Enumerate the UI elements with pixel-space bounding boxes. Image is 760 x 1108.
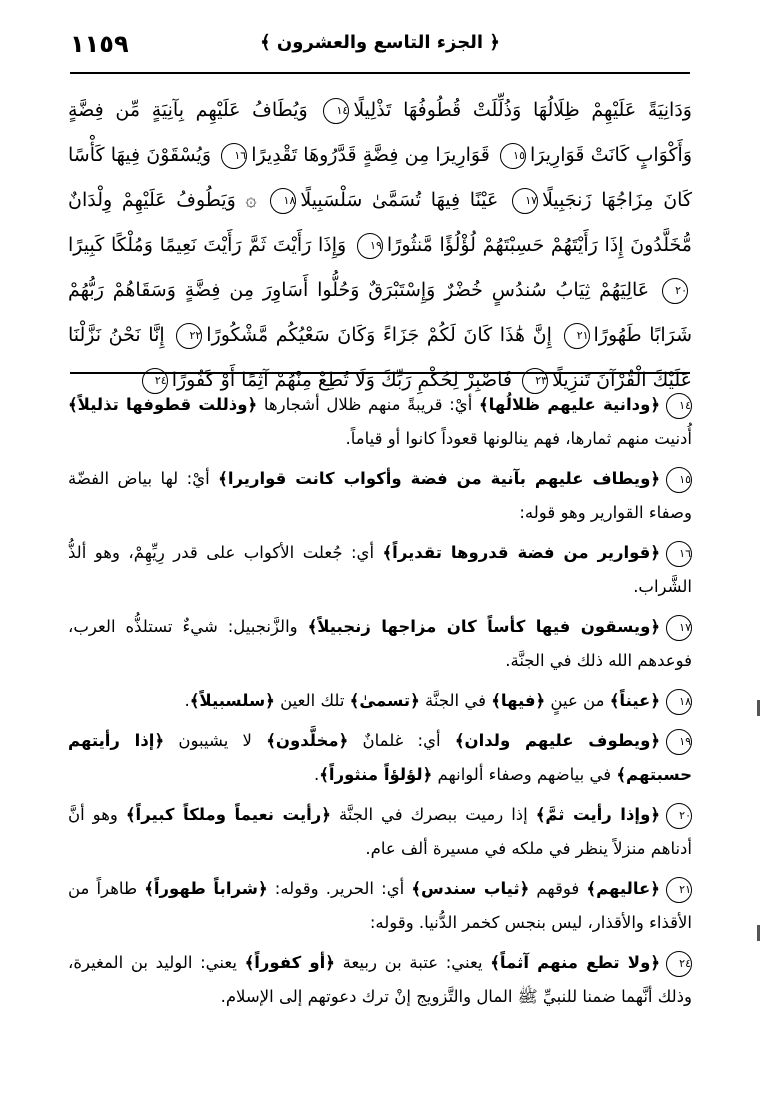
commentary-text: في بياضهم وصفاء ألوانهم <box>432 765 617 784</box>
tafsir-note <box>68 946 692 1014</box>
tafsir-note <box>68 872 692 940</box>
quoted-verse: ﴿عاليهم﴾ <box>586 879 660 898</box>
commentary-text: أيْ: لها بياض الفضّة وصفاء القوارير وهو قوله: <box>68 469 692 522</box>
commentary-text: . <box>184 691 190 710</box>
commentary-text: أي: غلمانٌ <box>348 731 455 750</box>
quoted-verse: ﴿ولا تطع منهم آثماً﴾ <box>490 953 660 972</box>
commentary-text: أي: جُعلت الأكواب على قدر رِيِّهِمْ، وهو ألذُّ الشَّراب. <box>68 543 692 596</box>
commentary-text: والزَّنجبيل: شيءٌ تستلذُّه العرب، فوعدهم الله ذلك في الجنَّة. <box>68 617 692 670</box>
commentary-text: طاهراً من الأقذاء والأقذار، ليس بنجس كخمر الدُّنيا. وقوله: <box>68 879 692 932</box>
ayah-number-marker: ٢٤ <box>142 368 168 394</box>
quoted-verse: ﴿مخلَّدون﴾ <box>266 731 349 750</box>
commentary-text: وهو أنَّ أدناهم منزلاً ينظر في ملكه في مسيرة ألف عام. <box>68 805 692 858</box>
ayah-text: فَاصْبِرْ لِحُكْمِ رَبِّكَ وَلَا تُطِعْ مِنْهُمْ آثِمًا أَوْ كَفُورًا <box>171 369 512 391</box>
note-number-marker: ٢١ <box>666 877 692 903</box>
commentary-text: أيْ: قريبةً منهم ظلال أشجارها <box>257 395 480 414</box>
ayah-number-marker: ١٨ <box>270 188 296 214</box>
tafsir-note <box>68 462 692 530</box>
tafsir-note <box>68 388 692 456</box>
commentary-text: إذا رميت ببصرك في الجنَّة <box>330 805 536 824</box>
ayah-text: عَيْنًا فِيهَا تُسَمَّىٰ سَلْسَبِيلًا <box>300 189 499 211</box>
quran-verses-block <box>68 88 692 403</box>
quoted-verse: ﴿إذا رأيتهم حسبتهم﴾ <box>68 731 692 784</box>
quoted-verse: ﴿ويطاف عليهم بآنية من فضة وأكواب كانت قواريرا﴾ <box>218 469 661 488</box>
quoted-verse: ﴿شراباً طهوراً﴾ <box>144 879 268 898</box>
note-number-marker: ٢٤ <box>666 951 692 977</box>
tafsir-block <box>68 388 692 1020</box>
quoted-verse: ﴿فيها﴾ <box>491 691 546 710</box>
commentary-text: أُدنيت منهم ثمارها، فهم ينالونها قعوداً كانوا أو قياماً. <box>345 429 692 448</box>
tafsir-note <box>68 724 692 792</box>
quoted-verse: ﴿ويطوف عليهم ولدان﴾ <box>454 731 661 750</box>
quoted-verse: ﴿قوارير من فضة قدروها تقديراً﴾ <box>382 543 660 562</box>
quoted-verse: ﴿سلسبيلاً﴾ <box>189 691 275 710</box>
quoted-verse: ﴿ودانية عليهم ظلالُها﴾ <box>479 395 660 414</box>
ayah-number-marker: ٢٢ <box>176 323 202 349</box>
commentary-text: فوقهم <box>529 879 587 898</box>
commentary-text: يعني: عتبة بن ربيعة <box>334 953 491 972</box>
tafsir-note <box>68 684 692 718</box>
note-number-marker: ١٧ <box>666 615 692 641</box>
note-number-marker: ١٨ <box>666 689 692 715</box>
quoted-verse: ﴿ثياب سندس﴾ <box>411 879 530 898</box>
ayah-text: وَدَانِيَةً عَلَيْهِمْ ظِلَالُهَا وَذُلِّلَتْ قُطُوفُهَا تَذْلِيلًا <box>353 99 692 121</box>
quoted-verse: ﴿وإذا رأيت ثمَّ﴾ <box>535 805 660 824</box>
note-number-marker: ١٩ <box>666 729 692 755</box>
page-header <box>70 30 690 64</box>
page-number: ١١٥٩ <box>70 30 129 58</box>
juz-title: ﴿ الجزء التاسع والعشرون ﴾ <box>260 32 500 53</box>
commentary-text: لا يشيبون <box>164 731 267 750</box>
quoted-verse: ﴿أو كفوراً﴾ <box>244 953 335 972</box>
ayah-text: وَيُطَافُ عَلَيْهِم بِآنِيَةٍ مِّن فِضَّةٍ وَأَكْوَابٍ كَانَتْ قَوَارِيرَا <box>68 99 692 166</box>
note-number-marker: ١٥ <box>666 467 692 493</box>
ayah-number-marker: ٢٠ <box>662 278 688 304</box>
ayah-text: إِنَّا نَحْنُ نَزَّلْنَا عَلَيْكَ الْقُرْآنَ تَنزِيلًا <box>68 324 692 391</box>
ayah-text: وَيُسْقَوْنَ فِيهَا كَأْسًا كَانَ مِزَاجُهَا زَنجَبِيلًا <box>68 144 692 211</box>
ayah-text: قَوَارِيرَا مِن فِضَّةٍ قَدَّرُوهَا تَقْدِيرًا <box>251 144 490 166</box>
ayah-number-marker: ١٥ <box>500 143 526 169</box>
ayah-number-marker: ١٧ <box>512 188 538 214</box>
quoted-verse: ﴿لؤلؤاً منثوراً﴾ <box>319 765 433 784</box>
quoted-verse: ﴿وذللت قطوفها تذليلاً﴾ <box>68 395 258 414</box>
ayah-number-marker: ١٦ <box>221 143 247 169</box>
quoted-verse: ﴿ويسقون فيها كأساً كان مزاجها زنجبيلاً﴾ <box>307 617 660 636</box>
commentary-text: تلك العين <box>274 691 350 710</box>
ayah-text: عَالِيَهُمْ ثِيَابُ سُندُسٍ خُضْرٌ وَإِسْتَبْرَقٌ وَحُلُّوا أَسَاوِرَ مِن فِضَّةٍ وَسَقَاهُمْ رَبُّهُمْ شَرَابًا طَهُورًا <box>68 279 693 346</box>
tafsir-note <box>68 536 692 604</box>
note-number-marker: ٢٠ <box>666 803 692 829</box>
quoted-verse: ﴿عيناً﴾ <box>609 691 660 710</box>
note-number-marker: ١٤ <box>666 393 692 419</box>
commentary-text: أي: الحرير. وقوله: <box>267 879 412 898</box>
commentary-text: في الجنَّة <box>419 691 492 710</box>
commentary-text: . <box>314 765 320 784</box>
ayah-text: وَإِذَا رَأَيْتَ ثَمَّ رَأَيْتَ نَعِيمًا وَمُلْكًا كَبِيرًا <box>68 234 347 256</box>
ayah-number-marker: ٢٣ <box>522 368 548 394</box>
commentary-text: من عينٍ <box>545 691 610 710</box>
note-number-marker: ١٦ <box>666 541 692 567</box>
tafsir-note <box>68 798 692 866</box>
verses-divider <box>70 372 690 374</box>
ayah-text: ۞ وَيَطُوفُ عَلَيْهِمْ وِلْدَانٌ مُّخَلَّدُونَ إِذَا رَأَيْتَهُمْ حَسِبْتَهُمْ لُؤْلُؤًا مَّنثُورًا <box>68 189 692 256</box>
ayah-number-marker: ٢١ <box>564 323 590 349</box>
commentary-text: يعني: الوليد بن المغيرة، وذلك أنَّهما ضمنا للنبيِّ ﷺ المال والتَّزويج إنْ ترك دعوتهم إلى الإسلام. <box>68 953 692 1006</box>
ayah-text: إِنَّ هَٰذَا كَانَ لَكُمْ جَزَاءً وَكَانَ سَعْيُكُم مَّشْكُورًا <box>206 324 552 346</box>
ayah-number-marker: ١٩ <box>357 233 383 259</box>
quoted-verse: ﴿تسمىٰ﴾ <box>349 691 420 710</box>
header-divider <box>70 72 690 74</box>
tafsir-note <box>68 610 692 678</box>
quoted-verse: ﴿رأيت نعيماً وملكاً كبيراً﴾ <box>125 805 331 824</box>
ayah-number-marker: ١٤ <box>323 98 349 124</box>
